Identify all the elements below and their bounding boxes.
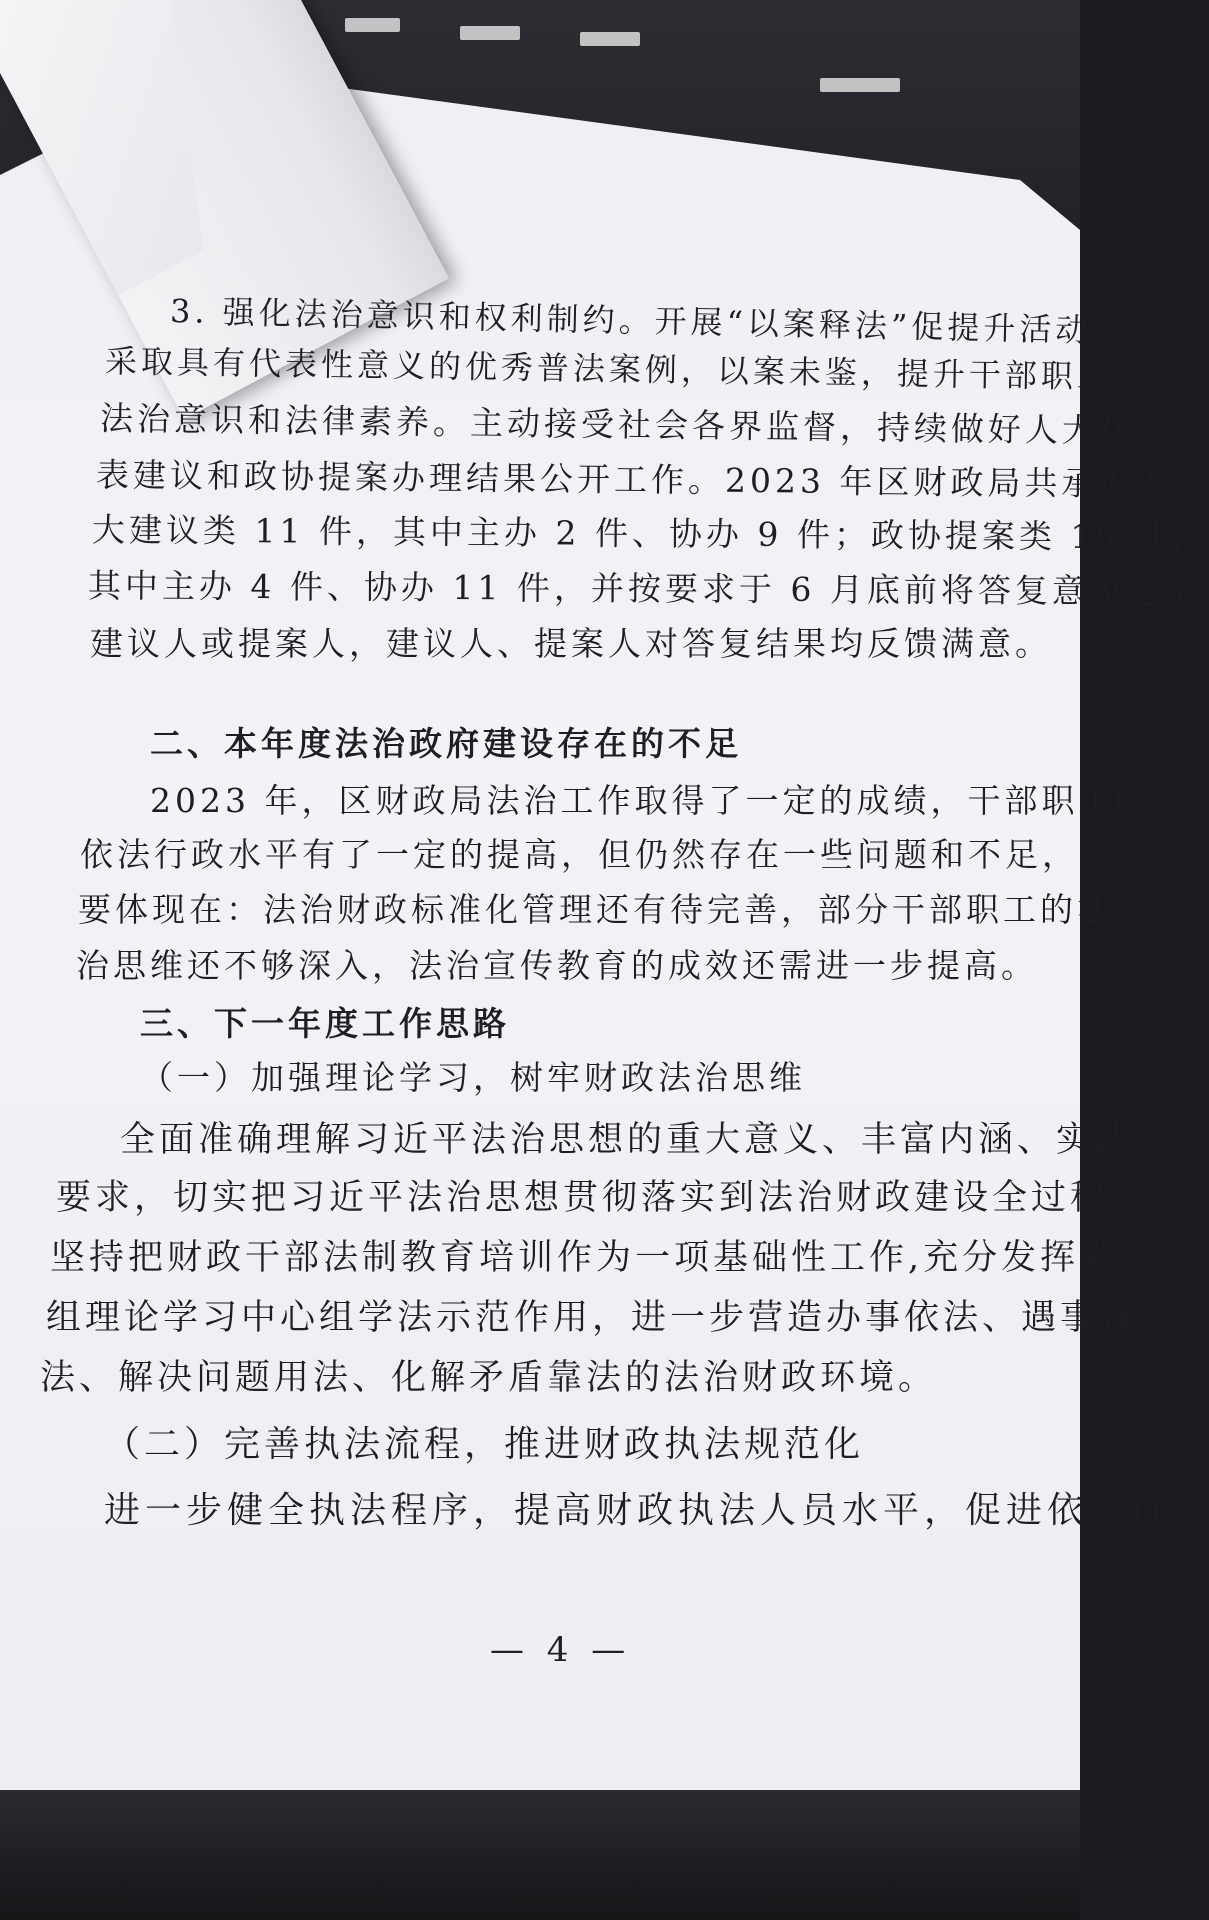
section-heading: 二、本年度法治政府建设存在的不足 [150, 724, 742, 763]
paragraph-line: 治思维还不够深入，法治宣传教育的成效还需进一步提高。 [76, 946, 1038, 985]
paragraph-line: 2023 年，区财政局法治工作取得了一定的成绩，干部职工的 [150, 781, 1153, 820]
paragraph-line: 大建议类 11 件，其中主办 2 件、协办 9 件；政协提案类 15 件， [91, 510, 1209, 557]
paragraph-line: 依法行政水平有了一定的提高，但仍然存在一些问题和不足，主 [80, 835, 1116, 874]
paragraph-line: 要求，切实把习近平法治思想贯彻落实到法治财政建设全过程， [56, 1178, 1149, 1218]
paragraph-line: 3. 强化法治意识和权利制约。开展“以案释法”促提升活动， [169, 291, 1128, 351]
paragraph-line: 建议人或提案人，建议人、提案人对答复结果均反馈满意。 [90, 624, 1052, 663]
paragraph-line: 进一步健全执法程序，提高财政执法人员水平，促进依法行 [104, 1490, 1171, 1531]
paragraph-line: 其中主办 4 件、协办 11 件，并按要求于 6 月底前将答复意见送至 [87, 566, 1201, 611]
paragraph-line: 全面准确理解习近平法治思想的重大意义、丰富内涵、实践 [120, 1120, 1135, 1160]
subsection-heading: （一）加强理论学习，树牢财政法治思维 [140, 1058, 806, 1097]
paragraph-line: 表建议和政协提案办理结果公开工作。2023 年区财政局共承办人 [95, 455, 1173, 504]
paragraph-line: 坚持把财政干部法制教育培训作为一项基础性工作,充分发挥党 [50, 1238, 1119, 1278]
page-number: — 4 — [490, 1630, 632, 1670]
paragraph-line: 要体现在：法治财政标准化管理还有待完善，部分干部职工的法 [78, 890, 1114, 929]
paragraph-line: 法治意识和法律素养。主动接受社会各界监督，持续做好人大代 [99, 398, 1137, 451]
paragraph-line: 组理论学习中心组学法示范作用，进一步营造办事依法、遇事找 [46, 1298, 1139, 1338]
subsection-heading: （二）完善执法流程，推进财政执法规范化 [104, 1424, 865, 1465]
paragraph-line: 采取具有代表性意义的优秀普法案例，以案未鉴，提升干部职工 [104, 342, 1114, 396]
section-heading: 三、下一年度工作思路 [140, 1004, 510, 1043]
paragraph-line: 法、解决问题用法、化解矛盾靠法的法治财政环境。 [40, 1358, 938, 1398]
